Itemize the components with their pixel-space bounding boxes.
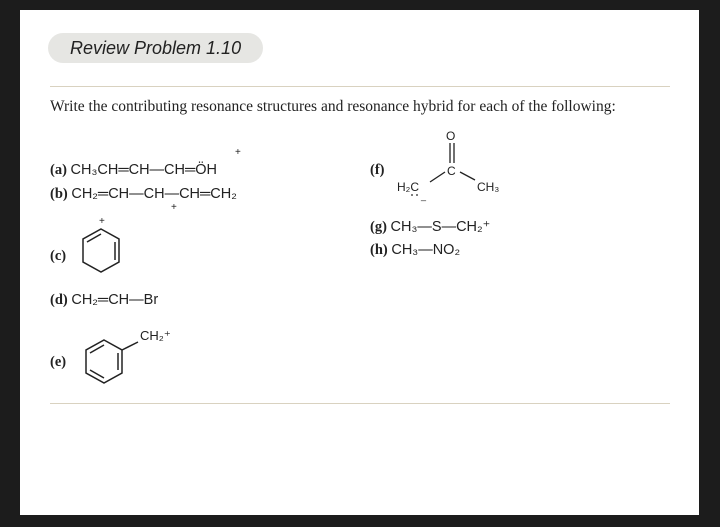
problem-a-formula: CH₃CH═CH—CH═ÖH — [70, 162, 218, 178]
problem-f-label: (f) — [370, 162, 385, 178]
problem-g-formula: CH₃—S—CH₂⁺ — [390, 219, 491, 235]
problem-c-label: (c) — [50, 248, 67, 264]
problem-e-label: (e) — [50, 354, 67, 370]
structure-f-carbon: C — [447, 164, 456, 178]
problem-d-label: (d) — [50, 292, 68, 308]
structure-e-ring — [86, 340, 138, 383]
divider-bottom — [50, 403, 670, 404]
structure-f-neg: _ — [421, 191, 427, 201]
structure-c-ring — [83, 229, 119, 272]
problem-h-formula: CH₃—NO₂ — [391, 242, 461, 258]
problem-a-label: (a) — [50, 162, 67, 178]
problem-e-substituent: CH₂⁺ — [140, 328, 171, 343]
problem-d-formula: CH₂═CH—Br — [71, 292, 159, 308]
problem-a-charge: + — [235, 147, 241, 158]
page — [20, 10, 699, 515]
problem-b-charge: + — [171, 202, 177, 213]
structure-drawings — [20, 10, 699, 515]
structure-f-ch3: CH₃ — [477, 180, 500, 194]
problem-b-label: (b) — [50, 186, 68, 202]
structure-f-oxygen: O — [446, 129, 456, 143]
problem-c-charge: + — [99, 216, 105, 227]
structure-f-h2c: H₂C — [397, 180, 419, 194]
problem-badge: Review Problem 1.10 — [48, 33, 263, 63]
problem-h-label: (h) — [370, 242, 388, 258]
structure-f-dot-1 — [411, 194, 413, 196]
problem-b-formula: CH₂═CH—CH—CH═CH₂ — [71, 186, 237, 202]
structure-f-dot-2 — [416, 194, 418, 196]
problem-g-label: (g) — [370, 219, 387, 235]
prompt-text: Write the contributing resonance structures and resonance hybrid for each of the following: — [50, 98, 616, 115]
